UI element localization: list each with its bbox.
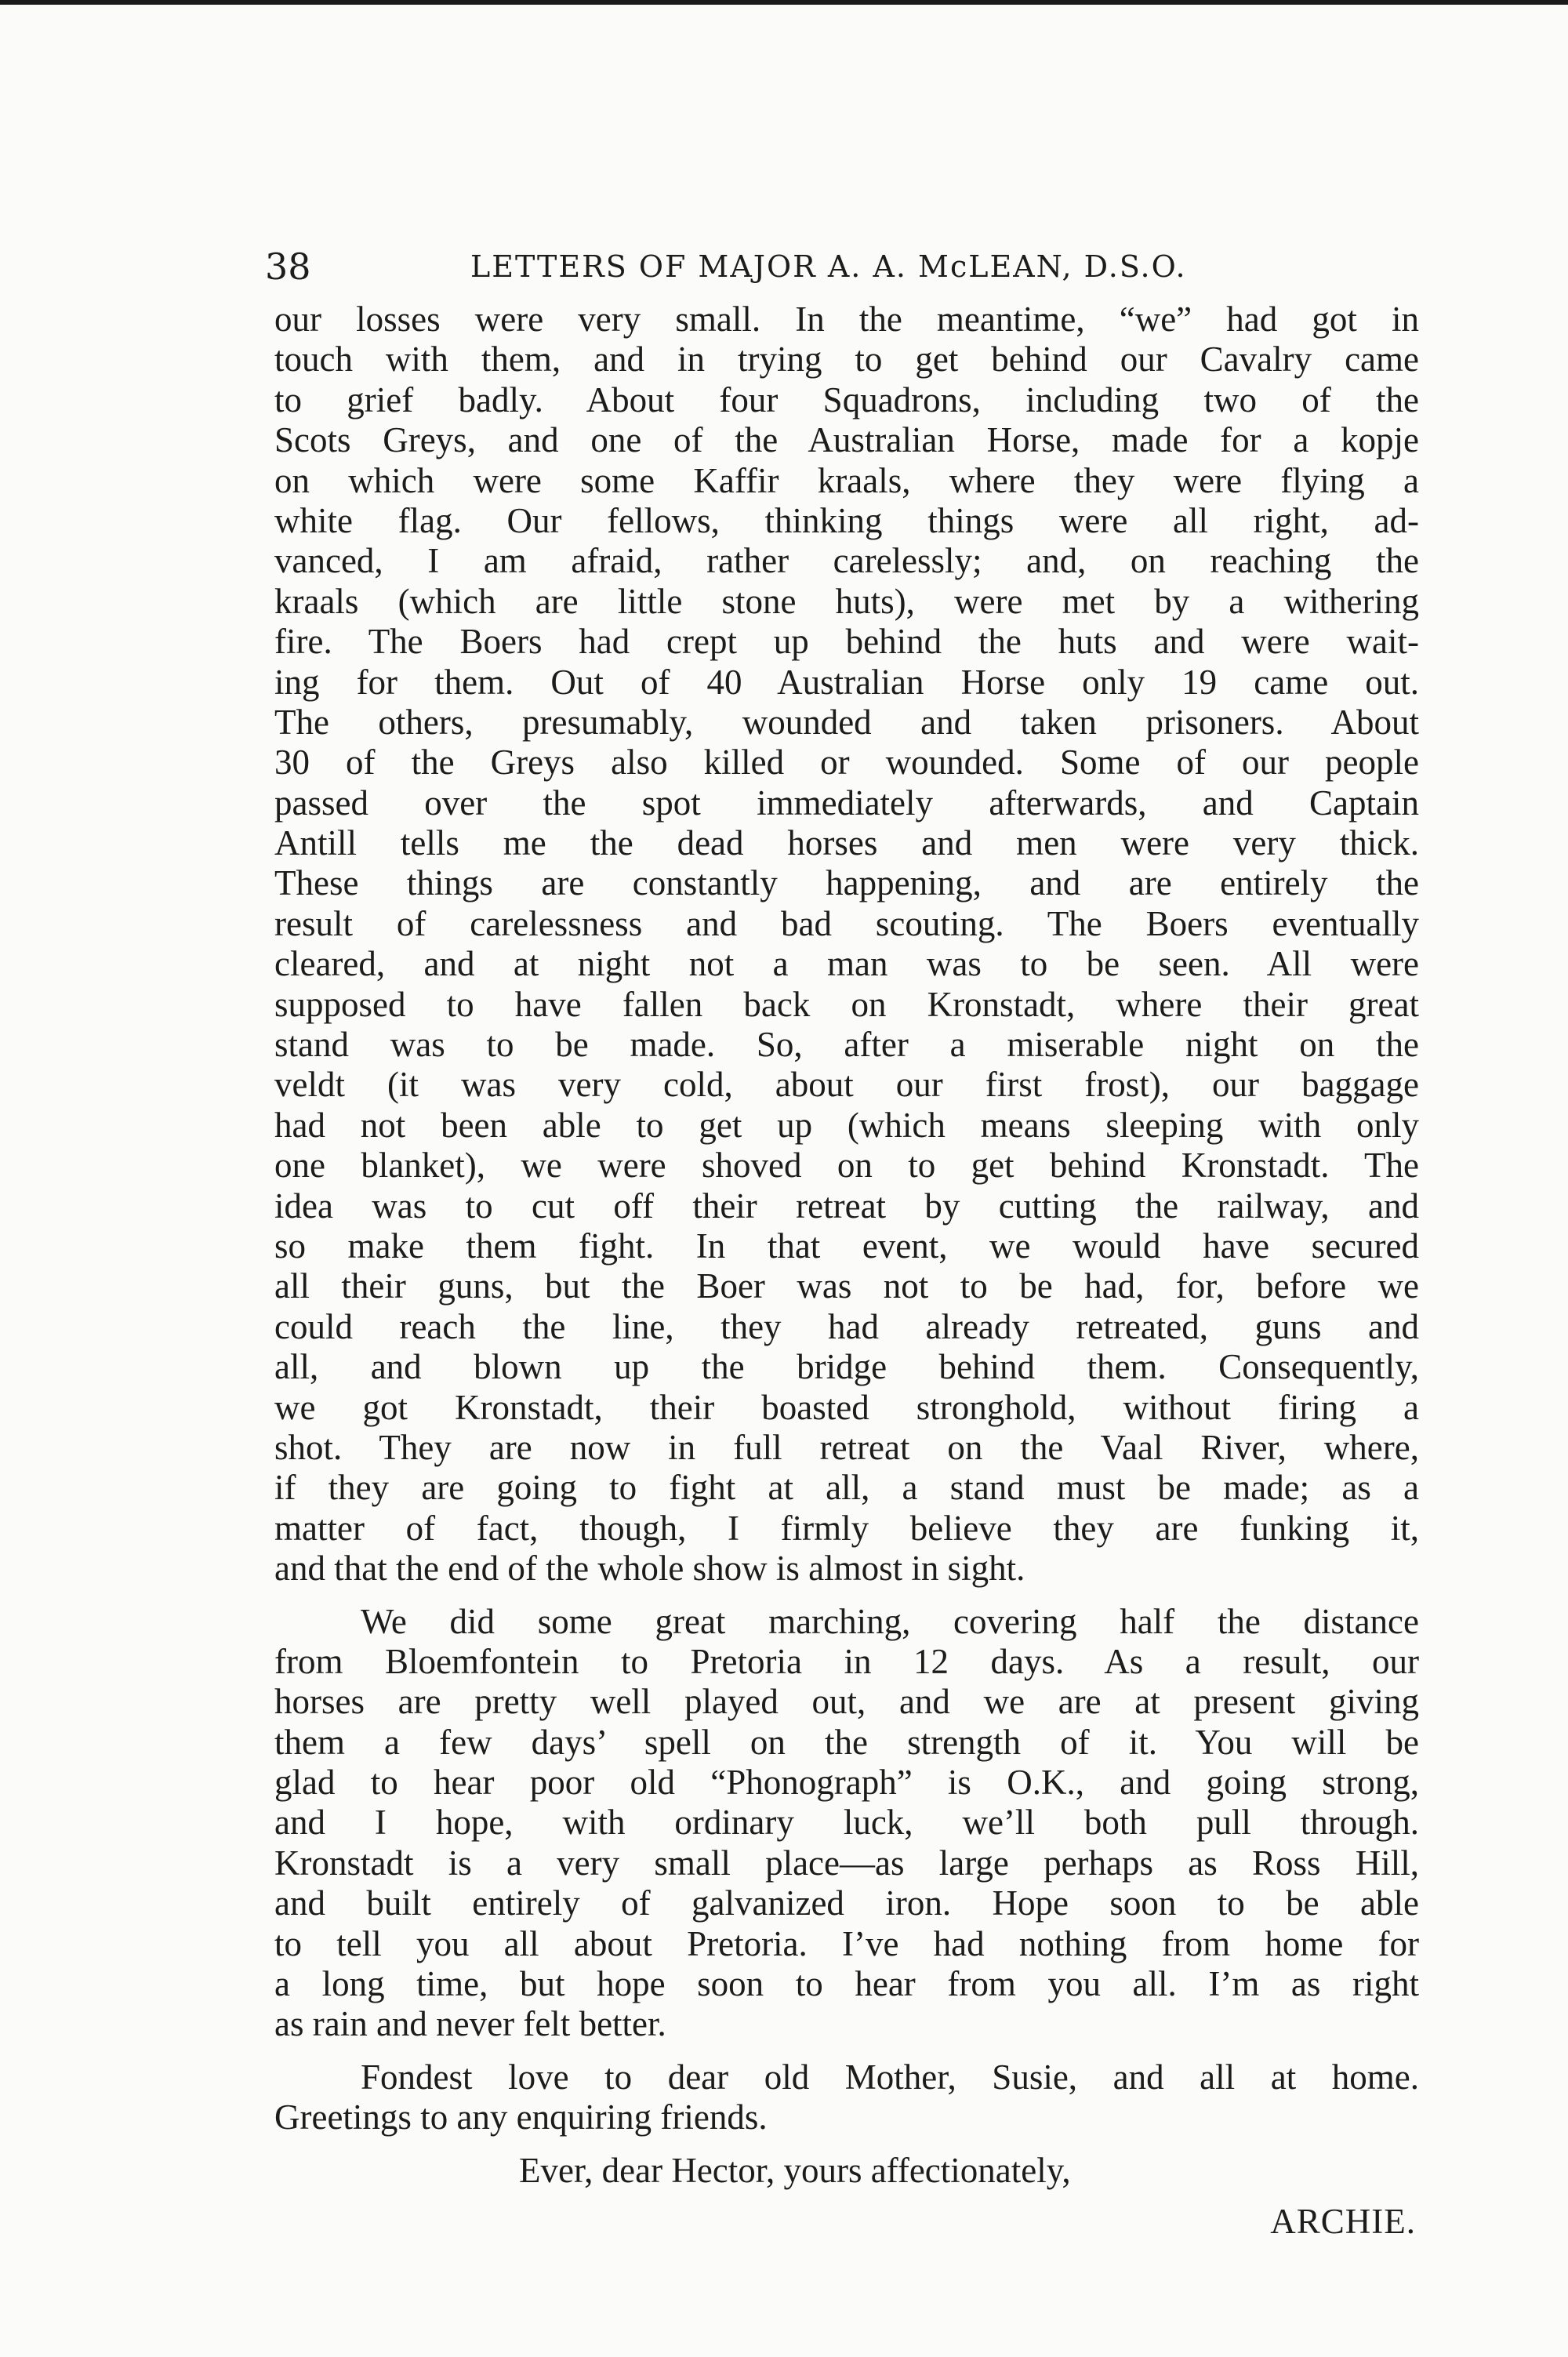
paragraph	[274, 1602, 1419, 2045]
text-line: them a few days’ spell on the strength of it. You will be	[274, 1722, 1419, 1762]
text-line: our losses were very small. In the meantime, “we” had got in	[274, 300, 1419, 339]
text-line: We did some great marching, covering half the distance	[361, 1601, 1419, 1641]
scan-edge	[0, 0, 1568, 5]
text-line: all their guns, but the Boer was not to be had, for, before we	[274, 1266, 1419, 1306]
text-line: matter of fact, though, I firmly believe they are funking it,	[274, 1508, 1419, 1548]
page-number: 38	[265, 245, 311, 288]
text-line: we got Kronstadt, their boasted stronghold, without firing a	[274, 1387, 1419, 1427]
text-line: one blanket), we were shoved on to get behind Kronstadt. The	[274, 1146, 1419, 1186]
text-line: Antill tells me the dead horses and men were very thick.	[274, 823, 1419, 863]
text-line: to tell you all about Pretoria. I’ve had nothing from home for	[274, 1923, 1419, 1963]
text-line: fire. The Boers had crept up behind the huts and were wait-	[274, 622, 1419, 662]
signature: ARCHIE.	[1270, 2201, 1416, 2241]
running-head: LETTERS OF MAJOR A. A. McLEAN, D.S.O.	[470, 249, 1187, 284]
text-line: passed over the spot immediately afterwards, and Captain	[274, 783, 1419, 823]
text-line: 30 of the Greys also killed or wounded. Some of our people	[274, 743, 1419, 783]
text-line: all, and blown up the bridge behind them. Consequently,	[274, 1347, 1419, 1387]
valediction: Ever, dear Hector, yours affectionately,	[519, 2150, 1071, 2190]
text-line: and I hope, with ordinary luck, we’ll both pull through.	[274, 1803, 1419, 1843]
text-line: touch with them, and in trying to get behind our Cavalry came	[274, 340, 1419, 380]
text-line: Fondest love to dear old Mother, Susie, and all at home.	[361, 2057, 1419, 2097]
text-line: to grief badly. About four Squadrons, including two of the	[274, 380, 1419, 419]
text-line: cleared, and at night not a man was to be seen. All were	[274, 944, 1419, 984]
text-line: Kronstadt is a very small place—as large perhaps as Ross Hill,	[274, 1843, 1419, 1883]
paragraph-list	[274, 300, 1419, 2138]
text-line: if they are going to fight at all, a stand must be made; as a	[274, 1468, 1419, 1508]
text-line: and that the end of the whole show is almost in sight.	[274, 1549, 1025, 1589]
letter-body	[274, 300, 1419, 2242]
text-line: These things are constantly happening, and are entirely the	[274, 863, 1419, 903]
text-line: and built entirely of galvanized iron. Hope soon to be able	[274, 1883, 1419, 1923]
paragraph	[274, 300, 1419, 1589]
text-line: shot. They are now in full retreat on the Vaal River, where,	[274, 1427, 1419, 1467]
text-line: horses are pretty well played out, and we are at present giving	[274, 1682, 1419, 1722]
text-line: a long time, but hope soon to hear from you all. I’m as right	[274, 1964, 1419, 2004]
paragraph-gap	[274, 2045, 1419, 2057]
text-line: stand was to be made. So, after a miserable night on the	[274, 1025, 1419, 1065]
paragraph-gap	[274, 1589, 1419, 1602]
text-line: could reach the line, they had already retreated, guns and	[274, 1306, 1419, 1346]
text-line: kraals (which are little stone huts), were met by a withering	[274, 581, 1419, 621]
text-line: from Bloemfontein to Pretoria in 12 days. As a result, our	[274, 1641, 1419, 1681]
text-line: Scots Greys, and one of the Australian Horse, made for a kopje	[274, 420, 1419, 460]
paragraph	[274, 2057, 1419, 2138]
text-line: Greetings to any enquiring friends.	[274, 2097, 768, 2137]
text-line: supposed to have fallen back on Kronstadt, where their great	[274, 984, 1419, 1024]
text-line: white flag. Our fellows, thinking things were all right, ad-	[274, 500, 1419, 540]
text-line: as rain and never felt better.	[274, 2004, 666, 2044]
text-line: glad to hear poor old “Phonograph” is O.K., and going strong,	[274, 1763, 1419, 1803]
text-line: veldt (it was very cold, about our first frost), our baggage	[274, 1065, 1419, 1105]
text-line: vanced, I am afraid, rather carelessly; and, on reaching the	[274, 541, 1419, 581]
text-line: on which were some Kaffir kraals, where they were flying a	[274, 460, 1419, 500]
text-line: had not been able to get up (which means sleeping with only	[274, 1105, 1419, 1145]
text-line: idea was to cut off their retreat by cutting the railway, and	[274, 1186, 1419, 1226]
text-line: The others, presumably, wounded and taken prisoners. About	[274, 702, 1419, 742]
page-header	[265, 243, 1425, 290]
text-line: result of carelessness and bad scouting. The Boers eventually	[274, 903, 1419, 943]
text-line: so make them fight. In that event, we would have secured	[274, 1226, 1419, 1266]
text-line: ing for them. Out of 40 Australian Horse only 19 came out.	[274, 662, 1419, 702]
